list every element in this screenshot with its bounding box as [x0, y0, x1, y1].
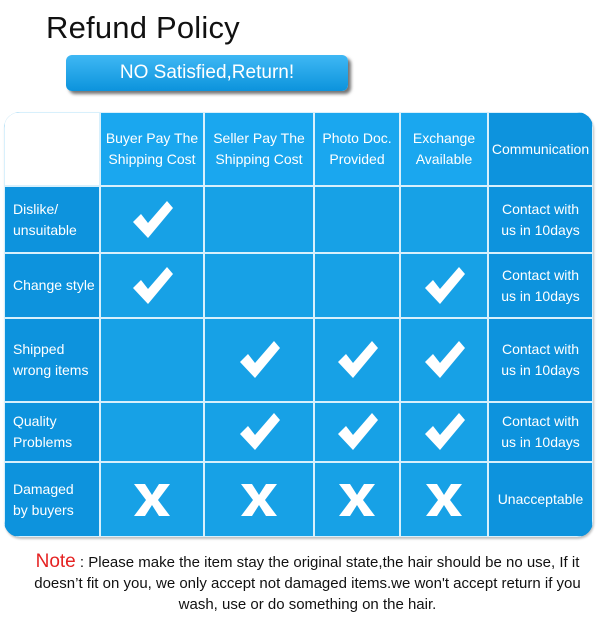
column-header-label: Exchange Available: [412, 130, 476, 167]
row-label: [4, 462, 100, 537]
table-cell: [314, 402, 400, 462]
check-icon: [235, 336, 283, 384]
row-label-text: Damaged by buyers: [13, 480, 74, 518]
table-cell: [400, 402, 488, 462]
column-header: [100, 112, 204, 186]
row-label-text: Dislike/ unsuitable: [13, 200, 77, 238]
check-icon: [333, 408, 381, 456]
table-cell: [204, 402, 314, 462]
policy-badge: NO Satisfied,Return!: [66, 55, 348, 91]
table-cell: [100, 402, 204, 462]
table-cell: [100, 318, 204, 402]
check-icon: [420, 336, 468, 384]
column-header-label: Communication: [491, 140, 590, 157]
row-label-text: Quality Problems: [13, 413, 73, 450]
table-cell: [100, 253, 204, 318]
note-paragraph: [30, 551, 585, 615]
column-header-label: Seller Pay The Shipping Cost: [213, 130, 305, 167]
row-label-text: Change style: [13, 277, 95, 293]
table-cell: [204, 318, 314, 402]
table-cell: [204, 462, 314, 537]
check-icon: [420, 262, 468, 310]
communication-text: Contact with us in 10days: [501, 341, 580, 378]
check-icon: [420, 408, 468, 456]
column-header-label: Photo Doc. Provided: [322, 130, 392, 167]
cross-icon: [420, 476, 468, 524]
cross-icon: [333, 476, 381, 524]
table-cell: [400, 186, 488, 253]
communication-text: Contact with us in 10days: [501, 200, 580, 238]
column-header: [204, 112, 314, 186]
check-icon: [128, 262, 176, 310]
check-icon: [235, 408, 283, 456]
table-cell: [314, 186, 400, 253]
communication-cell: [488, 462, 593, 537]
row-label-text: Shipped wrong items: [13, 341, 89, 378]
row-label: [4, 318, 100, 402]
note-label: Note: [35, 551, 76, 572]
page-title: Refund Policy: [46, 10, 240, 45]
table-cell: [314, 253, 400, 318]
table-cell: [204, 186, 314, 253]
table-cell: [400, 253, 488, 318]
communication-text: Contact with us in 10days: [501, 413, 580, 450]
table-cell: [314, 462, 400, 537]
table-cell: [314, 318, 400, 402]
column-header: [314, 112, 400, 186]
column-header: [488, 112, 593, 186]
communication-text: Contact with us in 10days: [501, 266, 580, 304]
communication-cell: [488, 402, 593, 462]
table-cell: [400, 318, 488, 402]
refund-policy-table: [4, 112, 593, 537]
row-label: [4, 186, 100, 253]
check-icon: [128, 196, 176, 244]
communication-cell: [488, 318, 593, 402]
table-corner: [4, 112, 100, 186]
column-header: [400, 112, 488, 186]
table-cell: [100, 186, 204, 253]
table-cell: [204, 253, 314, 318]
communication-cell: [488, 253, 593, 318]
note-text: : Please make the item stay the original state,the hair should be no use, If it doesn’t fit on you, we only accept not damaged items.we won't accept return if you wash, use or do something on the hair.: [34, 554, 581, 613]
check-icon: [333, 336, 381, 384]
table-cell: [100, 462, 204, 537]
row-label: [4, 253, 100, 318]
row-label: [4, 402, 100, 462]
table-cell: [400, 462, 488, 537]
column-header-label: Buyer Pay The Shipping Cost: [105, 130, 199, 167]
communication-text: Unacceptable: [497, 491, 584, 507]
cross-icon: [235, 476, 283, 524]
communication-cell: [488, 186, 593, 253]
cross-icon: [128, 476, 176, 524]
